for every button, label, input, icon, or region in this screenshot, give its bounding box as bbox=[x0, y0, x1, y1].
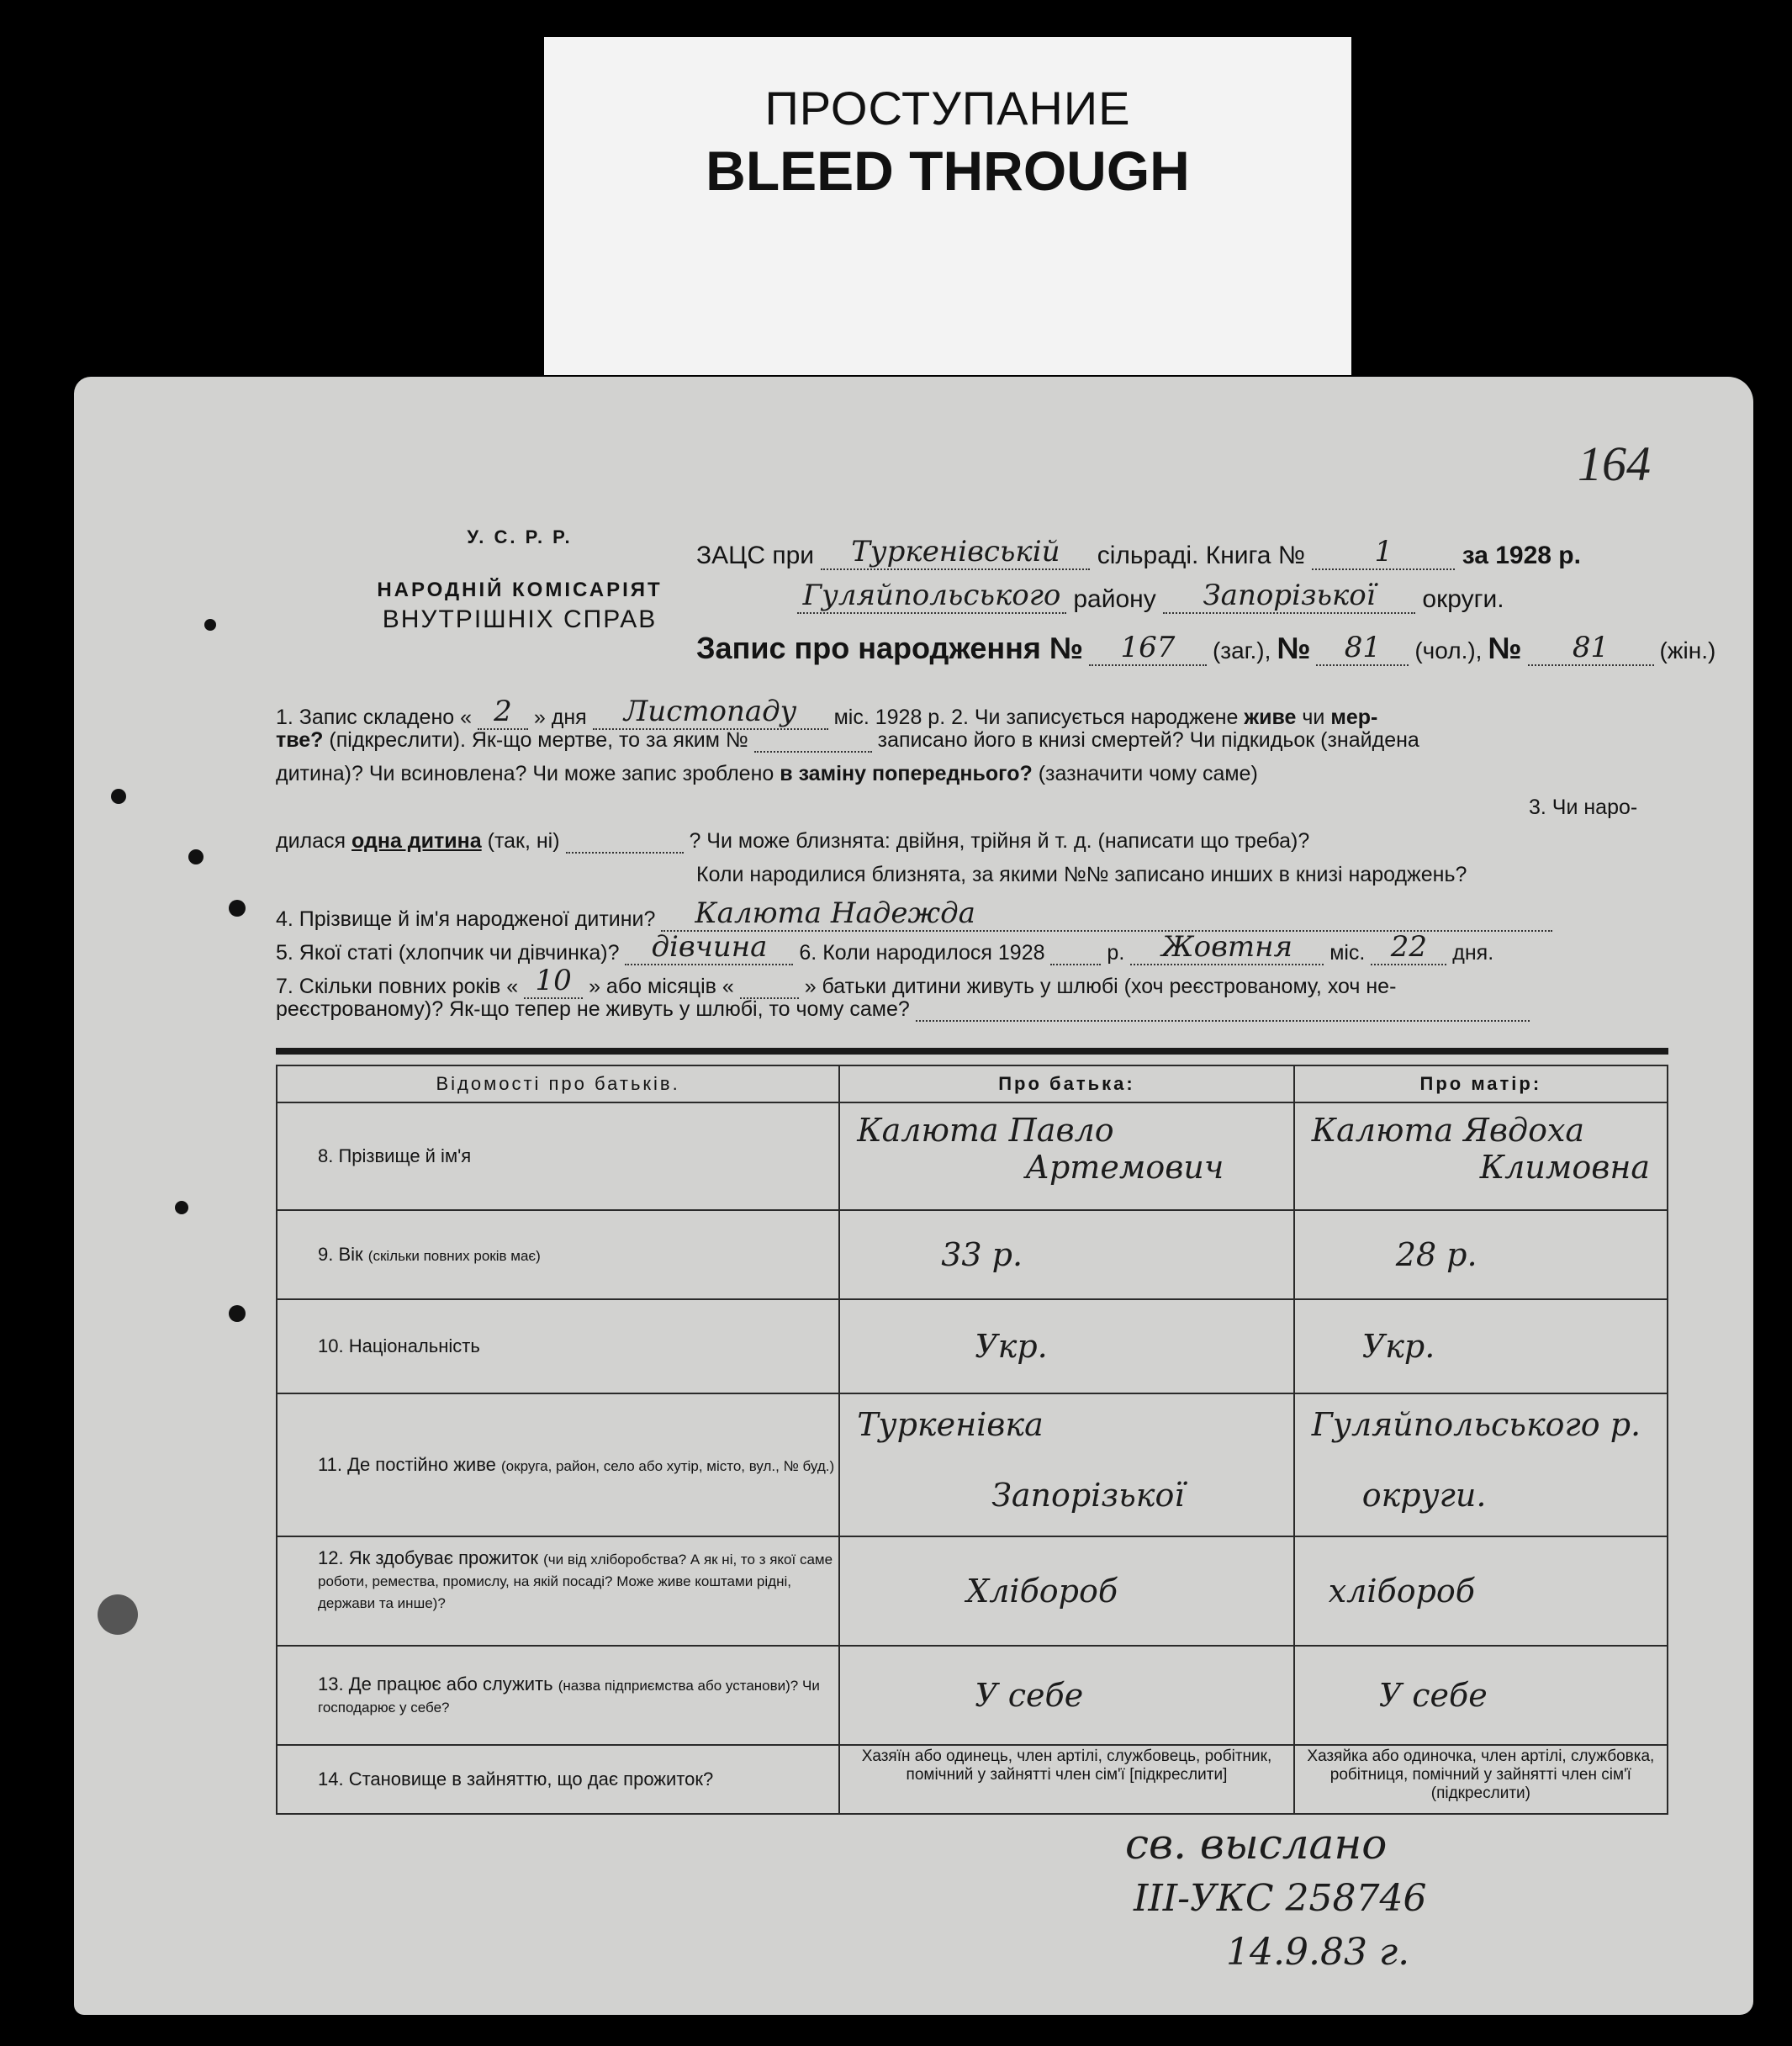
bleed-through-label bbox=[544, 37, 1351, 375]
q7-text-b: » або місяців « bbox=[589, 975, 734, 998]
tag-line-1: ПРОСТУПАНИЕ bbox=[764, 82, 1131, 135]
table-row bbox=[277, 1102, 1668, 1210]
q1-or: чи bbox=[1302, 706, 1325, 729]
residence-label: 11. Де постійно живе bbox=[318, 1454, 496, 1475]
father-workplace: У себе bbox=[975, 1677, 1084, 1714]
q1-day-field: 2 bbox=[478, 695, 528, 730]
father-status-options: Хазяїн або одинець, член артілі, службовець, робітник, помічний у зайнятті член сім'ї [підкреслити] bbox=[839, 1745, 1294, 1814]
father-patronymic: Артемович bbox=[1025, 1149, 1224, 1186]
birth-record-form bbox=[74, 377, 1753, 2015]
council-suffix: сільраді. Книга № bbox=[1097, 542, 1305, 569]
q3-text: дилася bbox=[276, 829, 346, 853]
table-row bbox=[277, 1210, 1668, 1299]
q1-text-b: » дня bbox=[533, 706, 587, 729]
residence-village: Туркенівка bbox=[857, 1406, 1044, 1443]
row-label bbox=[277, 1536, 839, 1646]
q6-label: 6. Коли народилося 1928 bbox=[799, 941, 1045, 965]
note-line-3: 14.9.83 г. bbox=[1226, 1931, 1410, 1974]
binder-hole bbox=[229, 900, 246, 917]
table-header-row bbox=[277, 1065, 1668, 1102]
q2-text-d: дитина)? Чи всиновлена? Чи може запис зроблено bbox=[276, 762, 774, 785]
parents-table bbox=[276, 1065, 1668, 1815]
record-title-line bbox=[696, 631, 1715, 666]
affairs-name: ВНУТРІШНІХ СПРАВ bbox=[382, 605, 658, 633]
row-label: 8. Прізвище й ім'я bbox=[277, 1102, 839, 1210]
residence-district: Гуляйпольського р. bbox=[1311, 1406, 1641, 1443]
q1-alive: живе bbox=[1244, 706, 1297, 729]
female-number-label: № bbox=[1488, 631, 1522, 665]
q2-replacement: в заміну попереднього? bbox=[780, 762, 1033, 785]
question-7 bbox=[276, 964, 1396, 999]
marriage-years-field: 10 bbox=[524, 964, 583, 999]
row-label: 10. Національність bbox=[277, 1299, 839, 1393]
mother-workplace: У себе bbox=[1378, 1677, 1488, 1714]
father-name-cell bbox=[839, 1102, 1294, 1210]
male-label: (чол.), bbox=[1414, 637, 1483, 663]
year-label: за 1928 р. bbox=[1462, 542, 1581, 569]
district-field: Гуляйпольського bbox=[797, 579, 1066, 614]
note-line-2: III-УКС 258746 bbox=[1134, 1877, 1427, 1920]
q3-twins: ? Чи може близнята: двійня, трійня й т. д. (написати що треба)? bbox=[689, 829, 1310, 853]
age-label: 9. Вік bbox=[318, 1244, 363, 1265]
zags-line bbox=[696, 535, 1581, 570]
question-3-start: 3. Чи наро- bbox=[1529, 796, 1638, 819]
okrug-suffix: округи. bbox=[1422, 585, 1504, 613]
page-number: 164 bbox=[1578, 436, 1651, 491]
question-7-cont bbox=[276, 997, 1530, 1022]
workplace-hint: (назва підприємства або установи)? Чи господарює у себе? bbox=[318, 1678, 820, 1716]
mother-status-options: Хазяйка або одиночка, член артілі, службовка, робітниця, помічний у зайнятті член сім'ї (підкреслити) bbox=[1294, 1745, 1668, 1814]
okrug-field: Запорізької bbox=[1163, 579, 1415, 614]
residence-okrug: Запорізької bbox=[991, 1477, 1185, 1514]
question-4 bbox=[276, 896, 1552, 932]
father-occupation: Хлібороб bbox=[966, 1573, 1118, 1610]
mother-residence-cell bbox=[1294, 1393, 1668, 1536]
father-occupation-cell bbox=[839, 1536, 1294, 1646]
question-3 bbox=[276, 829, 1309, 854]
male-number-label: № bbox=[1277, 631, 1311, 665]
note-line-1: св. выслано bbox=[1125, 1820, 1388, 1869]
q2-text-f: (зазначити чому саме) bbox=[1038, 762, 1258, 785]
issuing-authority bbox=[293, 526, 747, 634]
q1-dead: мер- bbox=[1330, 706, 1378, 729]
q7-reason-field bbox=[916, 1020, 1530, 1022]
father-residence-cell bbox=[839, 1393, 1294, 1536]
row-label bbox=[277, 1210, 839, 1299]
q1-text: 1. Запис складено « bbox=[276, 706, 473, 729]
book-number-field: 1 bbox=[1312, 535, 1455, 570]
zags-prefix: ЗАЦС при bbox=[696, 542, 815, 569]
question-2 bbox=[276, 728, 1419, 753]
q3-one-child: одна дитина bbox=[352, 829, 482, 853]
binder-hole bbox=[175, 1201, 188, 1214]
binder-hole bbox=[229, 1305, 246, 1322]
q7-text: 7. Скільки повних років « bbox=[276, 975, 519, 998]
q1-month-field: Листопаду bbox=[593, 695, 828, 730]
father-age: 33 р. bbox=[941, 1236, 1023, 1273]
q5-label: 5. Якої статі (хлопчик чи дівчинка)? bbox=[276, 941, 620, 965]
table-row bbox=[277, 1536, 1668, 1646]
q6-mis: міс. bbox=[1329, 941, 1366, 965]
header-father: Про батька: bbox=[839, 1065, 1294, 1102]
mother-patronymic: Климовна bbox=[1479, 1149, 1650, 1186]
row-label bbox=[277, 1393, 839, 1536]
header-mother: Про матір: bbox=[1294, 1065, 1668, 1102]
state-name: У. С. Р. Р. bbox=[467, 526, 573, 547]
tag-line-2: BLEED THROUGH bbox=[706, 140, 1190, 202]
female-label: (жін.) bbox=[1659, 637, 1716, 663]
q1-text-c: міс. 1928 р. 2. Чи записується народжене bbox=[833, 706, 1239, 729]
occupation-hint: (чи від хліборобства? А як ні, то з якої саме роботи, ремества, промислу, на якій посаді? Може живе коштами рідні, держави та инше)? bbox=[318, 1552, 833, 1611]
question-3-twins: Коли народилися близнята, за якими №№ записано инших в книзі народжень? bbox=[696, 863, 1467, 886]
binder-hole bbox=[98, 1594, 138, 1635]
question-5-6 bbox=[276, 930, 1493, 965]
q2-dead-end: тве? bbox=[276, 728, 324, 752]
q3-answer-field bbox=[566, 852, 684, 854]
table-row bbox=[277, 1745, 1668, 1814]
mother-surname: Калюта Явдоха bbox=[1311, 1112, 1585, 1149]
question-1 bbox=[276, 695, 1377, 730]
q6-r: р. bbox=[1107, 941, 1125, 965]
male-number-field: 81 bbox=[1316, 631, 1409, 666]
mother-age: 28 р. bbox=[1395, 1236, 1477, 1273]
section-divider bbox=[276, 1048, 1668, 1055]
general-number-field: 167 bbox=[1089, 631, 1207, 666]
sex-field: дівчина bbox=[625, 930, 793, 965]
q2-text: (підкреслити). Як-що мертве, то за яким № bbox=[329, 728, 748, 752]
q4-label: 4. Прізвище й ім'я народженої дитини? bbox=[276, 907, 656, 931]
table-row bbox=[277, 1393, 1668, 1536]
mother-age-cell bbox=[1294, 1210, 1668, 1299]
q2-death-number-field bbox=[754, 751, 872, 753]
father-nationality-cell bbox=[839, 1299, 1294, 1393]
q6-dnia: дня. bbox=[1452, 941, 1494, 965]
father-surname: Калюта Павло bbox=[857, 1112, 1114, 1149]
general-label: (заг.), bbox=[1212, 637, 1271, 663]
mother-occupation-cell bbox=[1294, 1536, 1668, 1646]
birth-month-field: Жовтня bbox=[1130, 930, 1324, 965]
binder-hole bbox=[111, 789, 126, 804]
district-suffix: району bbox=[1073, 585, 1156, 613]
village-council-field: Туркенівській bbox=[821, 535, 1090, 570]
birth-day-field: 22 bbox=[1371, 930, 1446, 965]
father-age-cell bbox=[839, 1210, 1294, 1299]
row-label: 14. Становище в зайняттю, що дає прожиток? bbox=[277, 1745, 839, 1814]
table-row bbox=[277, 1646, 1668, 1745]
residence-hint: (округа, район, село або хутір, місто, вул., № буд.) bbox=[501, 1458, 835, 1474]
q3-yes-no: (так, ні) bbox=[487, 829, 560, 853]
father-nationality: Укр. bbox=[975, 1328, 1048, 1365]
occupation-label: 12. Як здобуває прожиток bbox=[318, 1547, 538, 1568]
q7-text-d: реєстрованому)? Як-що тепер не живуть у шлюбі, то чому саме? bbox=[276, 997, 910, 1021]
father-workplace-cell bbox=[839, 1646, 1294, 1745]
child-name-field: Калюта Надежда bbox=[661, 896, 1552, 932]
female-number-field: 81 bbox=[1528, 631, 1654, 666]
mother-name-cell bbox=[1294, 1102, 1668, 1210]
binder-hole bbox=[188, 849, 204, 864]
q2-text-c: записано його в книзі смертей? Чи підкидьок (знайдена bbox=[877, 728, 1419, 752]
commissariat-name: НАРОДНІЙ КОМІСАРІЯТ bbox=[377, 579, 663, 601]
mother-nationality-cell bbox=[1294, 1299, 1668, 1393]
mother-occupation: хлібороб bbox=[1328, 1573, 1475, 1610]
district-line bbox=[797, 579, 1504, 614]
age-hint: (скільки повних років має) bbox=[367, 1248, 541, 1264]
header-parents-info: Відомості про батьків. bbox=[277, 1065, 839, 1102]
record-title: Запис про народження № bbox=[696, 631, 1084, 665]
table-row bbox=[277, 1299, 1668, 1393]
row-label bbox=[277, 1646, 839, 1745]
workplace-label: 13. Де працює або служить bbox=[318, 1673, 553, 1694]
residence-okrug-suffix: округи. bbox=[1361, 1477, 1487, 1514]
binder-hole bbox=[204, 619, 216, 631]
q7-text-c: » батьки дитини живуть у шлюбі (хоч реєстрованому, хоч не- bbox=[804, 975, 1397, 998]
mother-workplace-cell bbox=[1294, 1646, 1668, 1745]
question-2-cont bbox=[276, 762, 1258, 786]
mother-nationality: Укр. bbox=[1361, 1328, 1435, 1365]
